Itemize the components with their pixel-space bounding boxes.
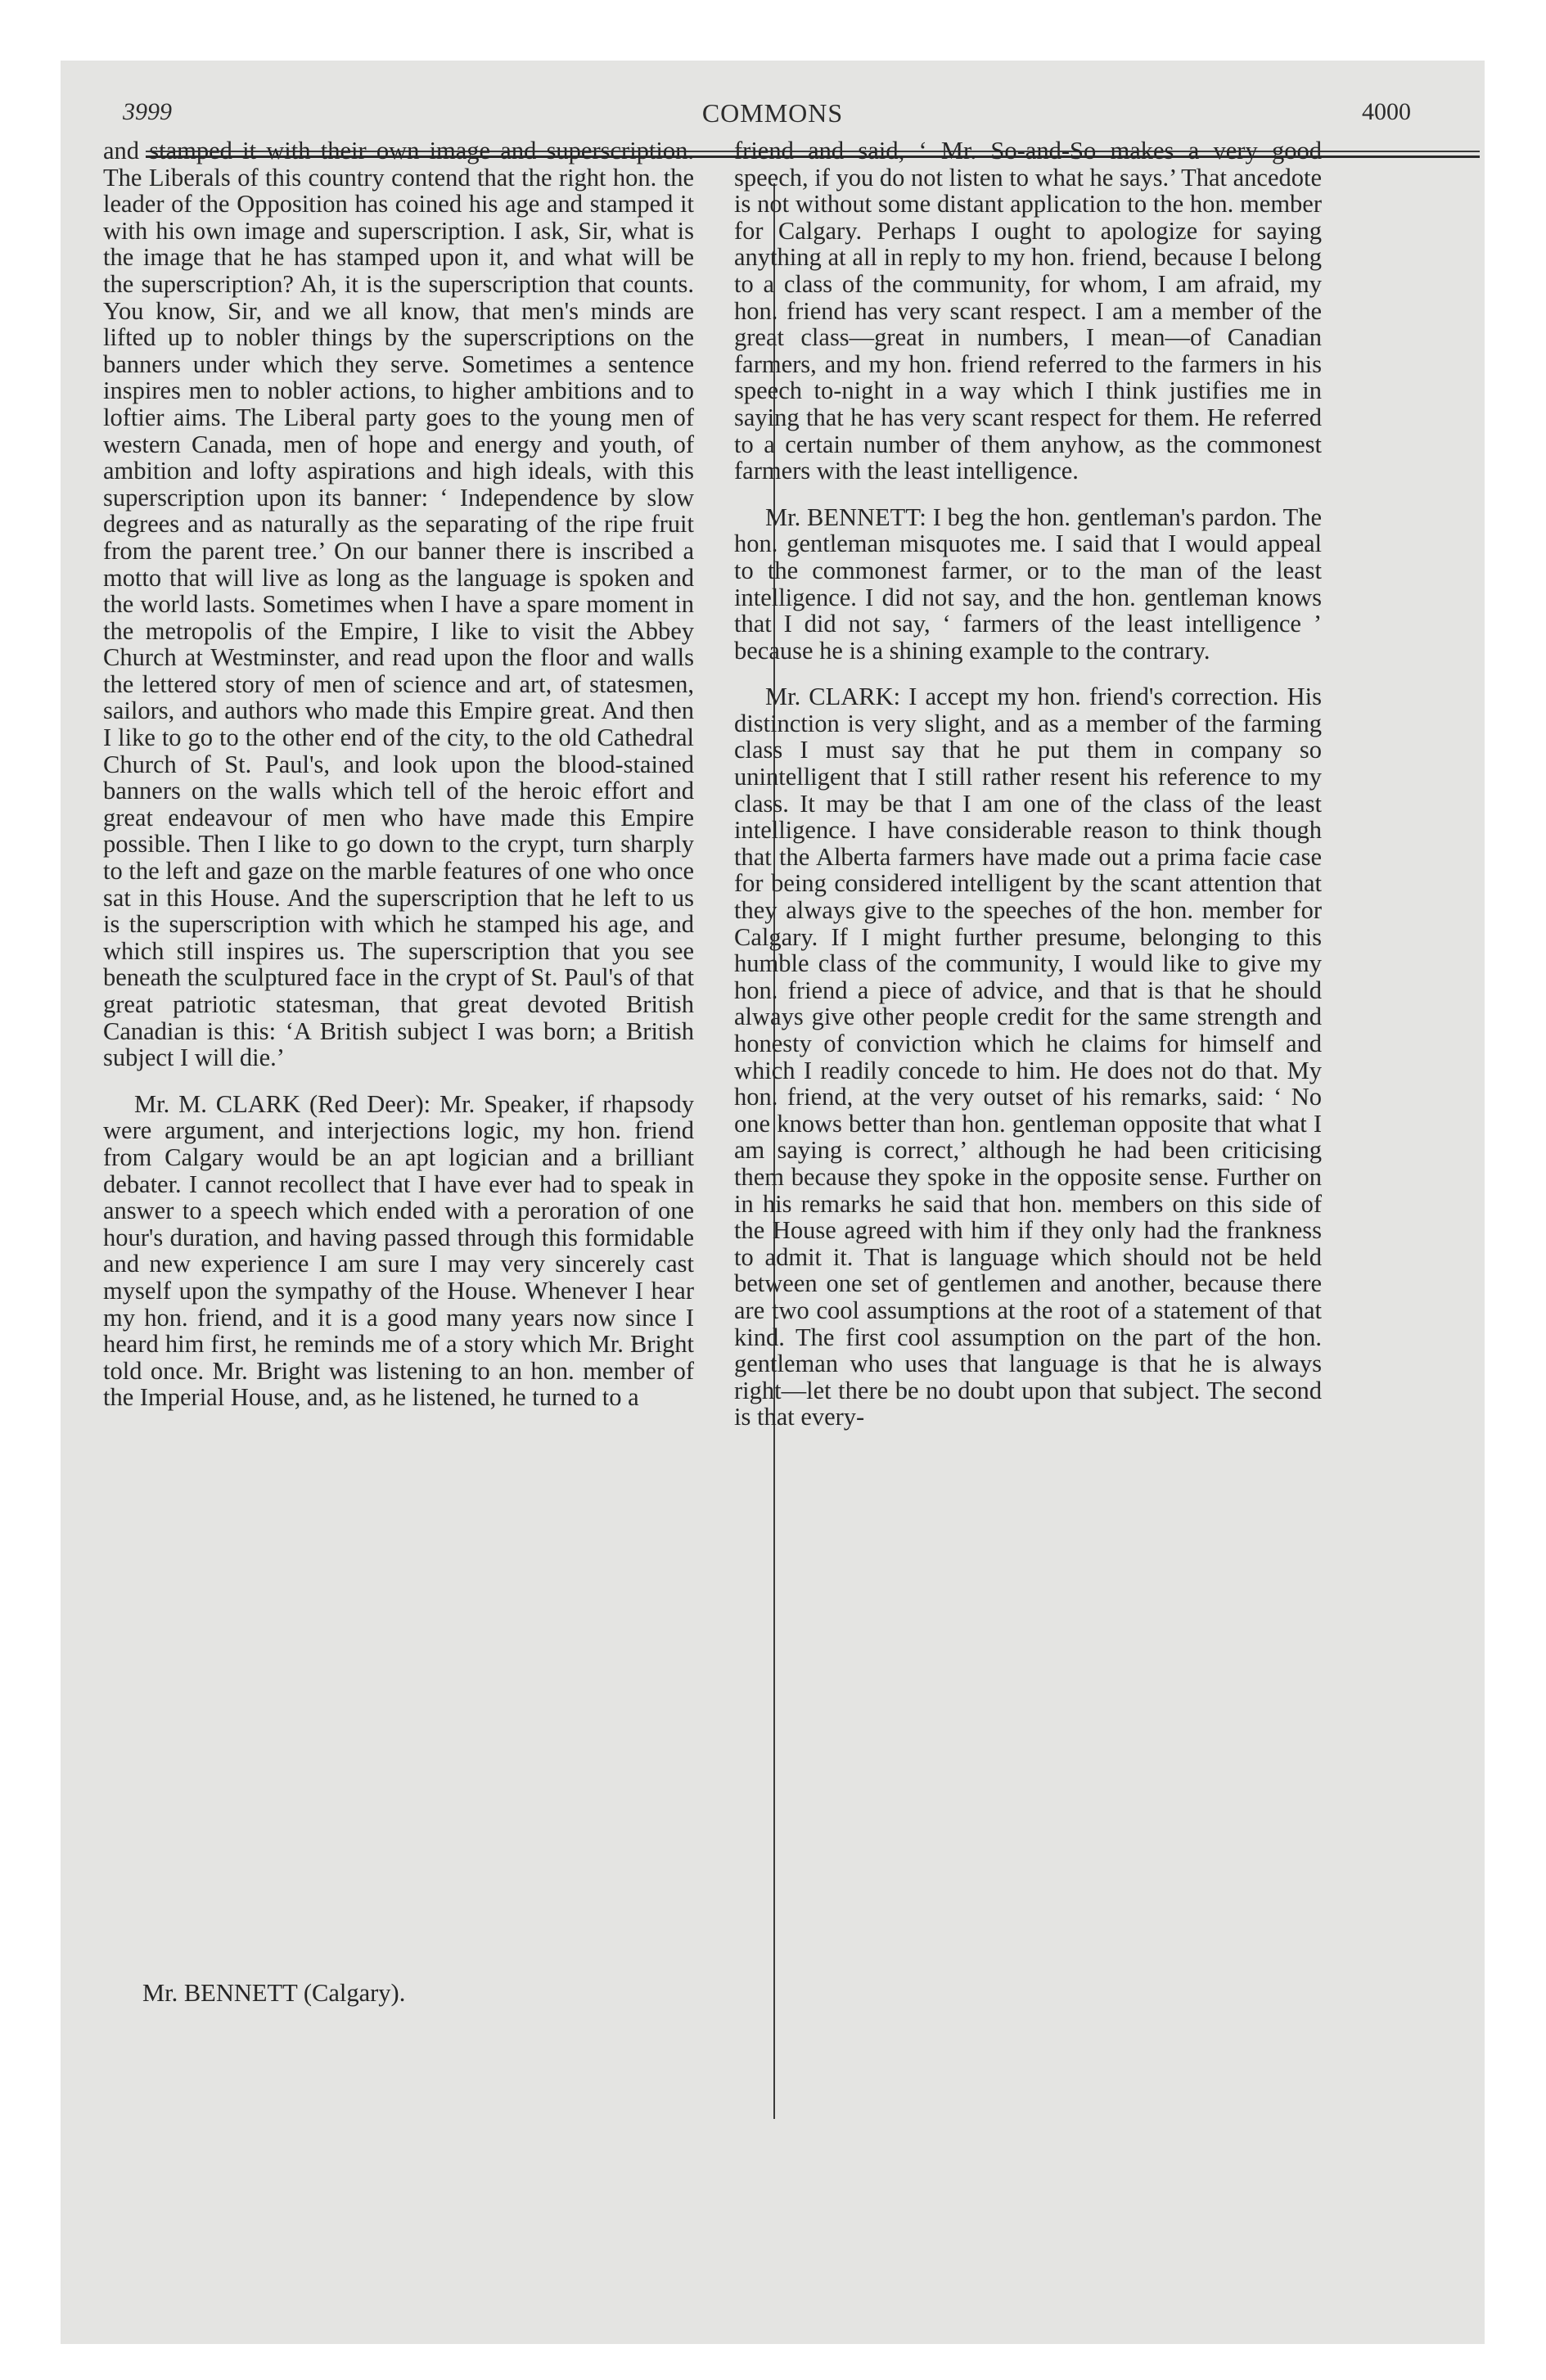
right-column xyxy=(734,137,1322,1450)
left-paragraph-clark: Mr. M. CLARK (Red Deer): Mr. Speaker, if rhapsody were argument, and interjections logic, my hon. friend from Calgary would be an apt logician and a brilliant debater. I cannot recollect that I have ever had to speak in answer to a speech which ended with a peroration of one hour's duration, and having passed through this formidable and new experience I am sure I may very sincerely cast myself upon the sympathy of the House. Whenever I hear my hon. friend, and it is a good many years now since I heard him first, he reminds me of a story which Mr. Bright told once. Mr. Bright was listening to an hon. member of the Imperial House, and, as he listened, he turned to a xyxy=(103,1089,694,1412)
page-number-left: 3999 xyxy=(123,98,172,125)
right-paragraph-bennett: Mr. BENNETT: I beg the hon. gentleman's pardon. The hon. gentleman misquotes me. I said that I would appeal to the commonest farmer, or to the man of the least intelligence. I did not say, and the hon. gentleman knows that I did not say, ‘ farmers of the least intelligence ’ because he is a shining example to the contrary. xyxy=(734,503,1322,665)
right-paragraph-1: friend and said, ‘ Mr. So-and-So makes a very good speech, if you do not listen to what he says.’ That ancedote is not without some distant application to the hon. member for Calgary. Perhaps I ought to apologize for saying anything at all in reply to my hon. friend, because I belong to a class of the community, for whom, I am afraid, my hon. friend has very scant respect. I am a member of the great class—great in numbers, I mean—of Canadian farmers, and my hon. friend referred to the farmers in his speech to-night in a way which I think justifies me in saying that he has very scant respect for them. He referred to a certain number of them anyhow, as the commonest farmers with the least intelligence. xyxy=(734,137,1322,485)
running-header-title: COMMONS xyxy=(701,98,844,128)
left-paragraph-1: and stamped it with their own image and superscription. The Liberals of this country contend that the right hon. the leader of the Opposition has coined his age and stamped it with his own image and superscription. I ask, Sir, what is the image that he has stamped upon it, and what will be the superscription? Ah, it is the superscription that counts. You know, Sir, and we all know, that men's minds are lifted up to nobler things by the superscriptions on the banners under which they serve. Sometimes a sentence inspires men to nobler actions, to higher ambitions and to loftier aims. The Liberal party goes to the young men of western Canada, men of hope and energy and youth, of ambition and lofty aspirations and high ideals, with this superscription upon its banner: ‘ Independence by slow degrees and as naturally as the separating of the ripe fruit from the parent tree.’ On our banner there is inscribed a motto that will live as long as the language is spoken and the world lasts. Sometimes when I have a spare moment in the metropolis of the Empire, I like to visit the Abbey Church at Westminster, and read upon the floor and walls the lettered story of men of science and art, of statesmen, sailors, and authors who made this Empire great. And then I like to go to the other end of the city, to the old Cathedral Church of St. Paul's, and look upon the blood-stained banners on the walls which tell of the heroic effort and great endeavour of men who have made this Empire possible. Then I like to go down to the crypt, turn sharply to the left and gaze on the marble features of one who once sat in this House. And the superscription that he left to us is the superscription with which he stamped his age, and which still inspires us. The superscription that you see beneath the sculptured face in the crypt of St. Paul's of that great patriotic statesman, that great devoted British Canadian is this: ‘A British subject I was born; a British subject I will die.’ xyxy=(103,137,694,1072)
speaker-signoff: Mr. BENNETT (Calgary). xyxy=(142,1979,406,2007)
right-paragraph-clark: Mr. CLARK: I accept my hon. friend's correction. His distinction is very slight, and as a member of the farming class I must say that he put them in company so unintelligent that I still rather resent his reference to my class. It may be that I am one of the class of the least intelligence. I have considerable reason to think though that the Alberta farmers have made out a prima facie case for being considered intelligent by the scant attention that they always give to the speeches of the hon. member for Calgary. If I might further presume, belonging to this humble class of the community, I would like to give my hon. friend a piece of advice, and that is that he should always give other people credit for the same strength and honesty of conviction which he claims for himself and which I readily concede to him. He does not do that. My hon. friend, at the very outset of his remarks, said: ‘ No one knows better than hon. gentleman opposite that what I am saying is correct,’ although he had been criticising them because they spoke in the opposite sense. Further on in his remarks he said that hon. members on this side of the House agreed with him if they only had the frankness to admit it. That is language which should not be held between one set of gentlemen and another, because there are two cool assumptions at the root of a statement of that kind. The first cool assumption on the part of the hon. gentleman who uses that language is that he is always right—let there be no doubt upon that subject. The second is that every- xyxy=(734,683,1322,1431)
left-column xyxy=(103,137,694,1431)
page-number-right: 4000 xyxy=(1362,98,1411,125)
